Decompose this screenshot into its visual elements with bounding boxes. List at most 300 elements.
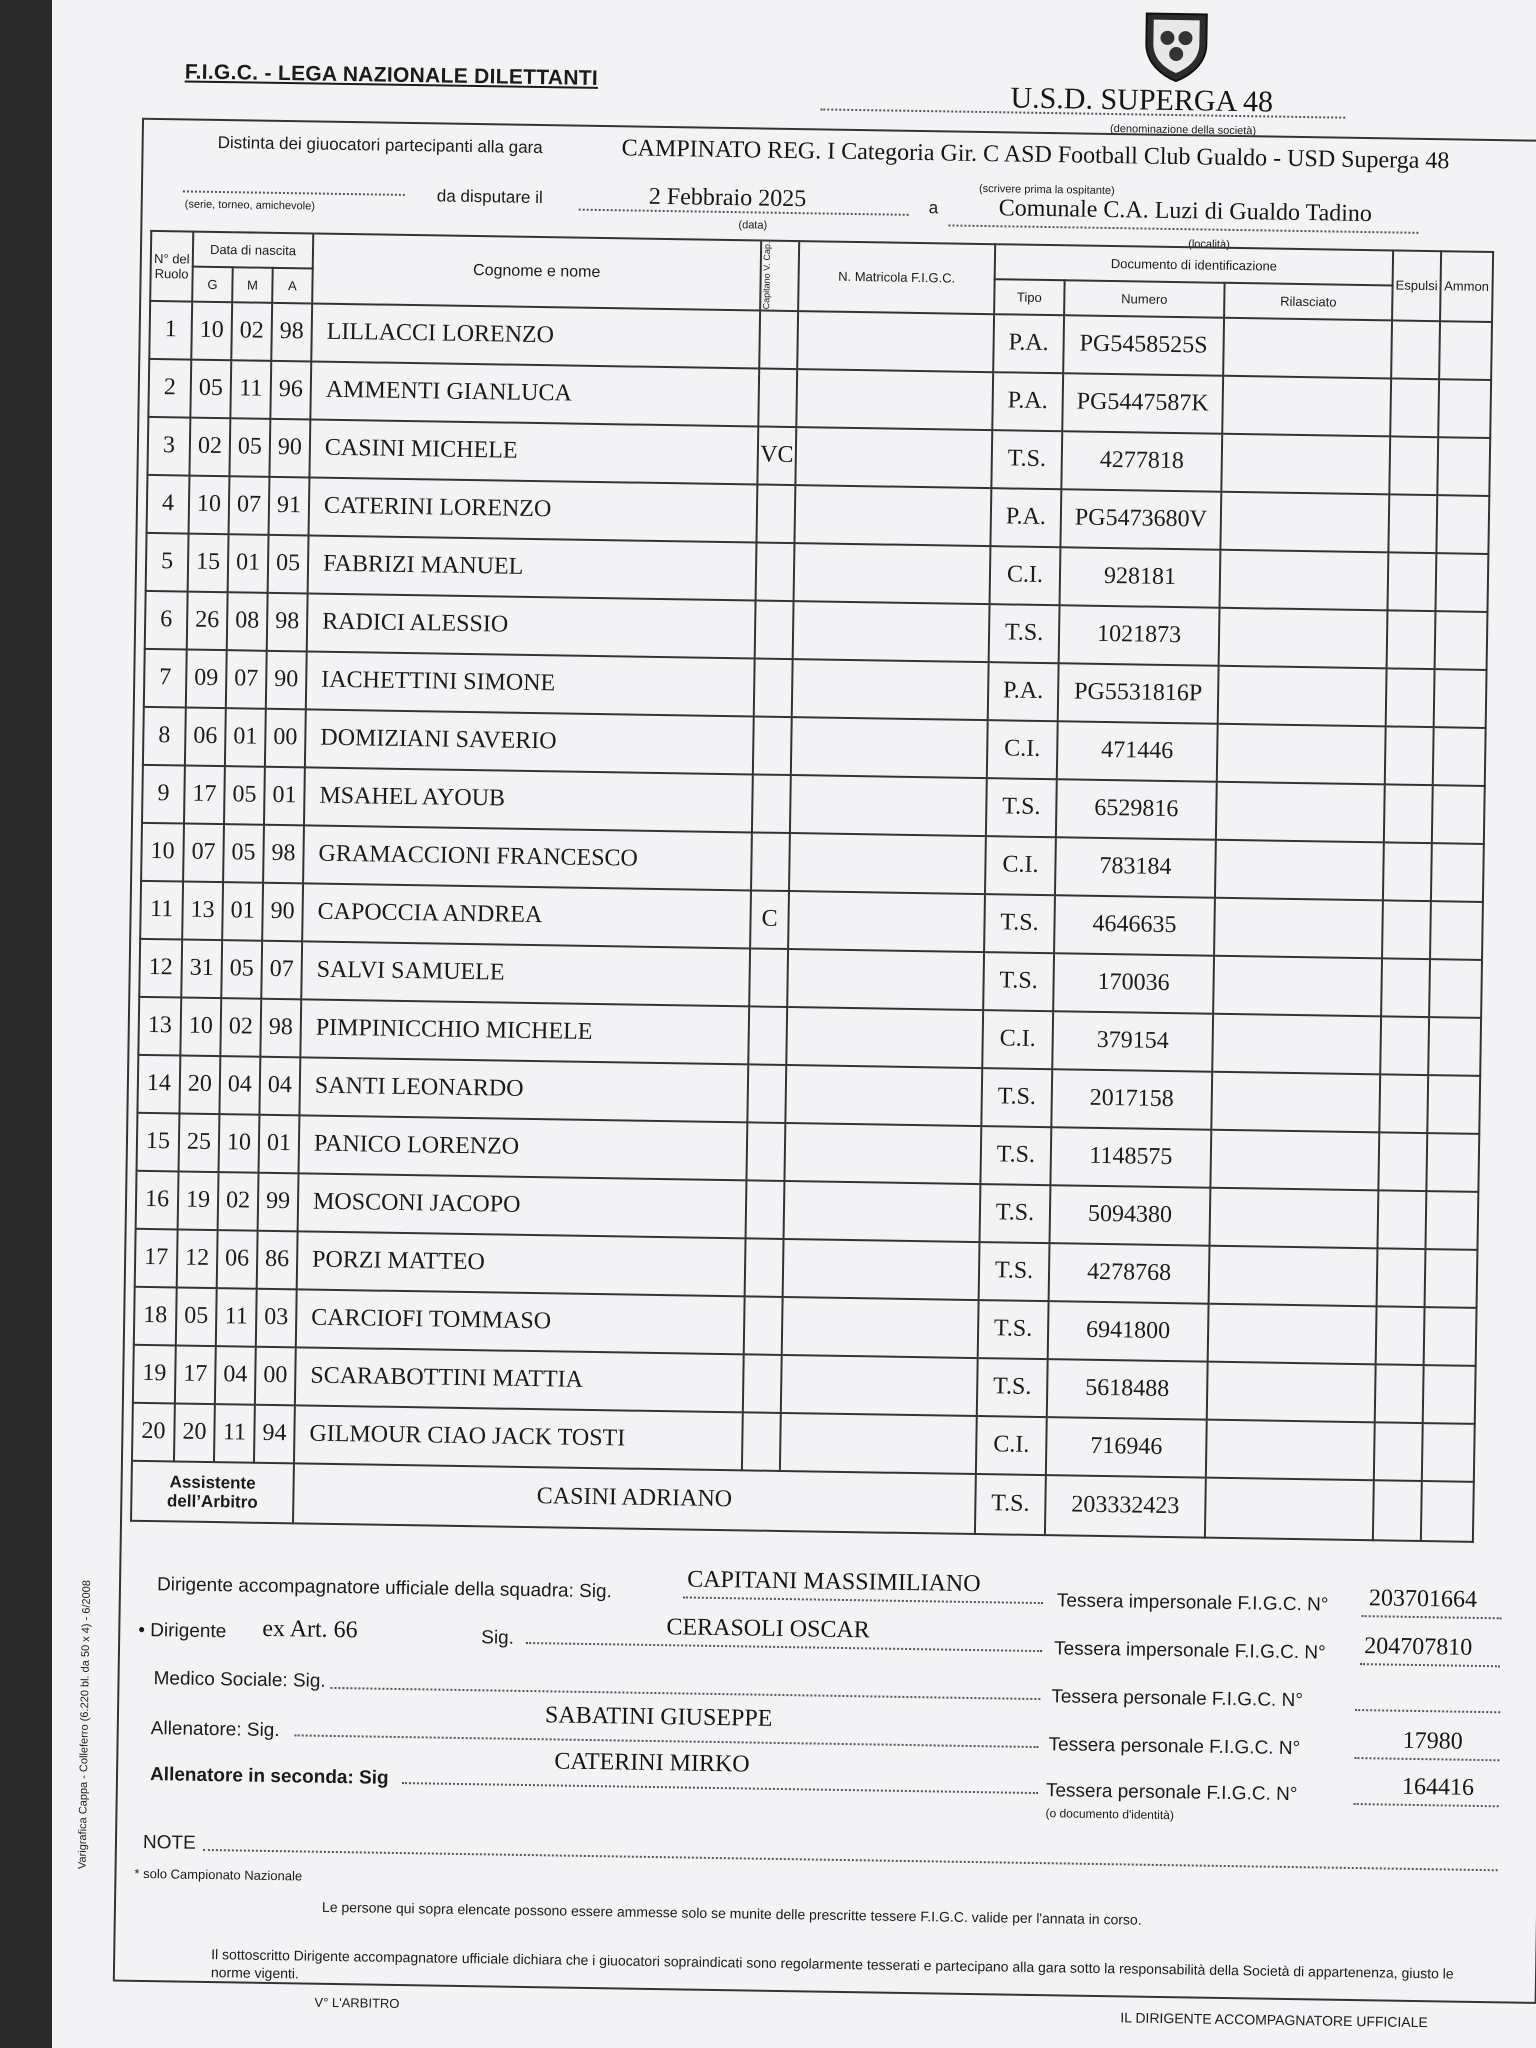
- expelled-cell: [1376, 1306, 1425, 1365]
- birth-day-cell: 20: [174, 1403, 215, 1462]
- matricola-cell: [795, 427, 992, 488]
- birth-year-cell: 01: [259, 1114, 300, 1173]
- player-name-cell: MOSCONI JACOPO: [298, 1173, 747, 1238]
- role-number-cell: 1: [149, 301, 192, 360]
- warned-cell: [1430, 901, 1483, 960]
- referee-signature-label: V° L'ARBITRO: [314, 1994, 400, 2012]
- doc-number-cell: 5618488: [1047, 1359, 1208, 1420]
- expelled-cell: [1385, 726, 1434, 785]
- birth-year-cell: 86: [257, 1230, 298, 1289]
- matricola-cell: [794, 543, 991, 604]
- warned-cell: [1425, 1249, 1478, 1308]
- role-number-cell: 14: [137, 1055, 180, 1114]
- birth-day-cell: 17: [175, 1345, 216, 1404]
- player-name-cell: GRAMACCIONI FRANCESCO: [303, 825, 752, 890]
- captain-cell: [743, 1354, 782, 1413]
- doc-type-cell: C.I.: [982, 1010, 1053, 1069]
- roster-body: [132, 301, 1492, 1482]
- birth-month-cell: 01: [225, 708, 266, 767]
- note-label: NOTE: [142, 1832, 196, 1854]
- year-header: A: [272, 268, 313, 303]
- role-number-cell: 8: [143, 707, 186, 766]
- birth-year-cell: 05: [268, 535, 309, 594]
- dirigente-tessera-label: Tessera impersonale F.I.G.C. N°: [1056, 1590, 1329, 1616]
- birth-month-cell: 05: [229, 418, 270, 477]
- expelled-cell: [1390, 378, 1439, 437]
- matricola-cell: [794, 485, 991, 546]
- player-name-cell: SCARABOTTINI MATTIA: [295, 1347, 744, 1412]
- doc-number-cell: 1021873: [1059, 605, 1220, 666]
- warned-cell: [1431, 843, 1484, 902]
- expelled-cell: [1378, 1132, 1427, 1191]
- matricola-cell: [784, 1181, 981, 1242]
- dir2-label: • Dirigente: [138, 1619, 227, 1643]
- issued-cell: [1207, 1361, 1376, 1422]
- medico-label: Medico Sociale: Sig.: [153, 1668, 326, 1692]
- captain-cell: [755, 600, 794, 659]
- birth-year-cell: 94: [254, 1404, 295, 1463]
- expelled-cell: [1386, 668, 1435, 727]
- allenatore-name: SABATINI GIUSEPPE: [544, 1702, 773, 1732]
- birth-year-cell: 98: [271, 303, 312, 362]
- expelled-cell: [1383, 842, 1432, 901]
- expelled-cell: [1377, 1248, 1426, 1307]
- player-name-cell: MSAHEL AYOUB: [304, 767, 753, 832]
- role-number-cell: 16: [136, 1171, 179, 1230]
- captain-cell: [746, 1180, 785, 1239]
- birth-month-cell: 04: [215, 1346, 256, 1405]
- captain-header: [760, 241, 799, 311]
- doc-type-cell: C.I.: [985, 836, 1056, 895]
- player-name-cell: DOMIZIANI SAVERIO: [305, 709, 754, 774]
- doc-type-cell: T.S.: [977, 1358, 1048, 1417]
- issued-cell: [1216, 781, 1385, 842]
- day-header: G: [192, 266, 233, 301]
- captain-cell: [742, 1412, 781, 1471]
- expelled-header: Espulsi: [1392, 250, 1441, 320]
- society-caption: (denominazione della società): [1109, 122, 1257, 138]
- issued-cell: [1214, 897, 1383, 958]
- issued-cell: [1212, 1013, 1381, 1074]
- birth-day-cell: 10: [191, 301, 232, 360]
- name-header: Cognome e nome: [312, 233, 761, 310]
- asterisk-note: * solo Campionato Nazionale: [134, 1865, 303, 1884]
- matricola-cell: [786, 1007, 983, 1068]
- doc-type-cell: T.S.: [979, 1242, 1050, 1301]
- role-number-cell: 17: [135, 1229, 178, 1288]
- expelled-cell: [1387, 552, 1436, 611]
- secondo-tessera-label: Tessera personale F.I.G.C. N°: [1045, 1780, 1298, 1806]
- dir2-art: ex Art. 66: [262, 1615, 358, 1644]
- birth-month-cell: 02: [218, 1172, 259, 1231]
- birth-month-cell: 01: [222, 882, 263, 941]
- role-number-cell: 12: [139, 939, 182, 998]
- captain-cell: [752, 774, 791, 833]
- captain-cell: [758, 368, 797, 427]
- birth-month-cell: 05: [221, 940, 262, 999]
- role-number-cell: 4: [147, 475, 190, 534]
- matricola-cell: [781, 1355, 978, 1416]
- role-number-cell: 20: [132, 1403, 175, 1462]
- issued-cell: [1209, 1245, 1378, 1306]
- expelled-cell: [1382, 900, 1431, 959]
- birth-year-cell: 04: [259, 1056, 300, 1115]
- captain-header-text: Capitano V. Cap.: [761, 241, 773, 310]
- birth-day-cell: 26: [187, 591, 228, 650]
- matricola-cell: [796, 369, 993, 430]
- expelled-cell: [1389, 436, 1438, 495]
- validity-note: Le persone qui sopra elencate possono essere ammesse solo se munite delle prescritte tessere F.I.G.C. valide per l'annata in corso.: [321, 1898, 1142, 1928]
- birth-day-cell: 10: [189, 475, 230, 534]
- player-name-cell: IACHETTINI SIMONE: [306, 651, 755, 716]
- secondo-label: Allenatore in seconda: Sig: [149, 1764, 389, 1789]
- matricola-cell: [782, 1297, 979, 1358]
- role-number-cell: 19: [133, 1345, 176, 1404]
- match-intro-label: Distinta dei giuocatori partecipanti alla gara: [217, 132, 543, 158]
- dir2-tessera-label: Tessera impersonale F.I.G.C. N°: [1053, 1638, 1326, 1664]
- player-name-cell: AMMENTI GIANLUCA: [310, 361, 759, 426]
- doc-number-cell: PG5447587K: [1062, 373, 1223, 434]
- month-header: M: [232, 267, 273, 302]
- doc-number-cell: 4277818: [1061, 431, 1222, 492]
- warned-cell: [1423, 1365, 1476, 1424]
- issued-cell: [1208, 1303, 1377, 1364]
- dir2-sig: Sig.: [481, 1627, 515, 1649]
- doc-number-cell: PG5458525S: [1063, 315, 1224, 376]
- matricola-cell: [792, 659, 989, 720]
- assistant-doc-number: 203332423: [1045, 1475, 1206, 1538]
- birth-year-cell: 98: [263, 824, 304, 883]
- player-name-cell: FABRIZI MANUEL: [308, 535, 757, 600]
- birth-month-cell: 05: [224, 766, 265, 825]
- issued-cell: [1221, 433, 1390, 494]
- birth-day-cell: 13: [182, 881, 223, 940]
- player-name-cell: RADICI ALESSIO: [307, 593, 756, 658]
- date-label: da disputare il: [436, 186, 543, 208]
- matricola-cell: [793, 601, 990, 662]
- expelled-cell: [1379, 1074, 1428, 1133]
- doc-number-cell: PG5531816P: [1058, 663, 1219, 724]
- birth-day-cell: 17: [184, 765, 225, 824]
- birth-month-cell: 08: [227, 592, 268, 651]
- birth-date-header: Data di nascita: [193, 232, 314, 269]
- matricola-cell: [783, 1239, 980, 1300]
- series-caption: (serie, torneo, amichevole): [184, 198, 316, 213]
- birth-month-cell: 02: [231, 302, 272, 361]
- doc-type-cell: C.I.: [976, 1416, 1047, 1475]
- doc-type-header: Tipo: [994, 279, 1065, 315]
- role-number-cell: 9: [142, 765, 185, 824]
- society-name: U.S.D. SUPERGA 48: [1010, 81, 1274, 119]
- doc-type-cell: T.S.: [989, 604, 1060, 663]
- birth-month-cell: 10: [219, 1114, 260, 1173]
- doc-type-cell: P.A.: [988, 662, 1059, 721]
- birth-month-cell: 07: [229, 476, 270, 535]
- doc-type-cell: C.I.: [987, 720, 1058, 779]
- player-name-cell: CATERINI LORENZO: [309, 477, 758, 542]
- captain-cell: [754, 658, 793, 717]
- issued-cell: [1215, 839, 1384, 900]
- expelled-cell: [1380, 1016, 1429, 1075]
- warned-cell: [1434, 669, 1487, 728]
- birth-month-cell: 11: [216, 1288, 257, 1347]
- birth-month-cell: 04: [219, 1056, 260, 1115]
- secondo-tessera: 164416: [1401, 1773, 1475, 1801]
- matricola-cell: [785, 1065, 982, 1126]
- doc-type-cell: C.I.: [990, 546, 1061, 605]
- doc-type-cell: T.S.: [981, 1068, 1052, 1127]
- captain-cell: [744, 1296, 783, 1355]
- role-number-cell: 18: [134, 1287, 177, 1346]
- birth-year-cell: 90: [266, 651, 307, 710]
- doc-type-cell: P.A.: [993, 314, 1064, 373]
- matricola-header: N. Matricola F.I.G.C.: [798, 241, 995, 314]
- role-number-cell: 10: [141, 823, 184, 882]
- birth-month-cell: 07: [226, 650, 267, 709]
- birth-month-cell: 02: [220, 998, 261, 1057]
- warned-cell: [1433, 727, 1486, 786]
- matricola-cell: [784, 1123, 981, 1184]
- assistant-doc-type: T.S.: [975, 1474, 1046, 1535]
- birth-day-cell: 12: [177, 1229, 218, 1288]
- birth-day-cell: 19: [178, 1171, 219, 1230]
- expelled-cell: [1377, 1190, 1426, 1249]
- doc-type-cell: T.S.: [986, 778, 1057, 837]
- warned-cell: [1435, 611, 1488, 670]
- declaration-text: Il sottoscritto Dirigente accompagnatore ufficiale dichiara che i giuocatori sopraindicati sono regolarmente tesserati e partecipano alla gara sotto la responsabilità della Società di appartenenza, giusto le norme vigenti.: [210, 1946, 1454, 1982]
- doc-type-cell: T.S.: [980, 1126, 1051, 1185]
- issued-cell: [1223, 318, 1392, 379]
- expelled-cell: [1388, 494, 1437, 553]
- doc-number-cell: 928181: [1060, 547, 1221, 608]
- issued-cell: [1222, 376, 1391, 437]
- doc-number-cell: 716946: [1046, 1417, 1207, 1478]
- warned-cell: [1437, 437, 1490, 496]
- allenatore-tessera-label: Tessera personale F.I.G.C. N°: [1048, 1734, 1301, 1760]
- expelled-cell: [1374, 1422, 1423, 1481]
- warned-cell: [1436, 495, 1489, 554]
- doc-type-cell: T.S.: [978, 1300, 1049, 1359]
- birth-day-cell: 25: [179, 1113, 220, 1172]
- birth-year-cell: 07: [261, 940, 302, 999]
- printer-imprint: Varigrafica Cappa - Colleferro (6.220 bl. da 50 x 4) - 6/2008: [76, 1579, 94, 1870]
- place-caption: (località): [1188, 238, 1230, 251]
- warned-cell: [1435, 553, 1488, 612]
- match-date: 2 Febbraio 2025: [648, 183, 807, 213]
- dirigente-name: CAPITANI MASSIMILIANO: [686, 1566, 981, 1598]
- doc-number-cell: 471446: [1057, 721, 1218, 782]
- player-name-cell: SALVI SAMUELE: [301, 941, 750, 1006]
- matricola-cell: [789, 833, 986, 894]
- doc-type-cell: T.S.: [984, 894, 1055, 953]
- role-number-cell: 11: [140, 881, 183, 940]
- birth-year-cell: 00: [265, 709, 306, 768]
- issued-cell: [1219, 607, 1388, 668]
- doc-number-cell: PG5473680V: [1060, 489, 1221, 550]
- secondo-name: CATERINI MIRKO: [554, 1748, 750, 1778]
- assistant-issued-cell: [1205, 1477, 1374, 1540]
- warned-cell: [1427, 1075, 1480, 1134]
- birth-month-cell: 06: [217, 1230, 258, 1289]
- player-name-cell: CARCIOFI TOMMASO: [296, 1289, 745, 1354]
- document-header: Documento di identificazione: [995, 244, 1393, 285]
- birth-day-cell: 15: [188, 533, 229, 592]
- issued-cell: [1210, 1129, 1379, 1190]
- club-crest-icon: [1141, 9, 1212, 84]
- matricola-cell: [780, 1413, 977, 1474]
- role-number-cell: 13: [138, 997, 181, 1056]
- role-number-cell: 7: [144, 649, 187, 708]
- warned-cell: [1439, 321, 1492, 380]
- match-place: Comunale C.A. Luzi di Gualdo Tadino: [998, 195, 1373, 228]
- birth-day-cell: 20: [179, 1055, 220, 1114]
- player-name-cell: GILMOUR CIAO JACK TOSTI: [294, 1405, 743, 1470]
- role-number-cell: 3: [147, 417, 190, 476]
- birth-year-cell: 90: [262, 882, 303, 941]
- role-number-header: N° del Ruolo: [150, 231, 193, 301]
- expelled-cell: [1381, 958, 1430, 1017]
- issued-cell: [1220, 491, 1389, 552]
- doc-type-cell: T.S.: [980, 1184, 1051, 1243]
- warned-cell: [1428, 1017, 1481, 1076]
- role-number-cell: 2: [148, 359, 191, 418]
- issued-cell: [1209, 1187, 1378, 1248]
- birth-year-cell: 91: [269, 477, 310, 536]
- doc-number-cell: 2017158: [1051, 1069, 1212, 1130]
- place-label: a: [928, 198, 939, 218]
- assistant-warned-cell: [1421, 1481, 1474, 1542]
- birth-year-cell: 96: [270, 361, 311, 420]
- doc-number-cell: 5094380: [1050, 1185, 1211, 1246]
- birth-month-cell: 05: [223, 824, 264, 883]
- role-number-cell: 15: [137, 1113, 180, 1172]
- player-name-cell: SANTI LEONARDO: [299, 1057, 748, 1122]
- birth-day-cell: 07: [183, 823, 224, 882]
- issued-header: Rilasciato: [1224, 283, 1393, 320]
- warned-header: Ammon: [1440, 251, 1493, 322]
- player-name-cell: LILLACCI LORENZO: [311, 303, 760, 368]
- dirigente-label: Dirigente accompagnatore ufficiale della squadra: Sig.: [156, 1574, 613, 1603]
- birth-year-cell: 90: [269, 419, 310, 478]
- paper-sheet: [52, 0, 1536, 2048]
- matricola-cell: [790, 775, 987, 836]
- birth-year-cell: 98: [267, 593, 308, 652]
- matricola-cell: [797, 311, 994, 372]
- player-name-cell: PANICO LORENZO: [299, 1115, 748, 1180]
- doc-number-cell: 6529816: [1056, 779, 1217, 840]
- expelled-cell: [1384, 784, 1433, 843]
- birth-day-cell: 10: [180, 997, 221, 1056]
- expelled-cell: [1391, 320, 1440, 379]
- warned-cell: [1424, 1307, 1477, 1366]
- birth-year-cell: 01: [264, 767, 305, 826]
- form-sheet: [52, 0, 1536, 2048]
- captain-cell: [756, 484, 795, 543]
- date-caption: (data): [738, 219, 768, 232]
- birth-month-cell: 11: [230, 360, 271, 419]
- birth-day-cell: 05: [176, 1287, 217, 1346]
- captain-cell: [746, 1122, 785, 1181]
- medico-tessera-label: Tessera personale F.I.G.C. N°: [1051, 1686, 1304, 1712]
- dirigente-tessera: 203701664: [1368, 1585, 1478, 1613]
- doc-type-cell: T.S.: [983, 952, 1054, 1011]
- federation-title: F.I.G.C. - LEGA NAZIONALE DILETTANTI: [184, 60, 599, 90]
- doc-number-cell: 170036: [1053, 953, 1214, 1014]
- assistant-expelled-cell: [1373, 1480, 1422, 1541]
- birth-year-cell: 00: [255, 1346, 296, 1405]
- birth-day-cell: 02: [189, 417, 230, 476]
- birth-month-cell: 01: [228, 534, 269, 593]
- warned-cell: [1422, 1423, 1475, 1482]
- warned-cell: [1426, 1133, 1479, 1192]
- match-game-caption: (scrivere prima la ospitante): [978, 182, 1115, 198]
- player-name-cell: PIMPINICCHIO MICHELE: [300, 999, 749, 1064]
- birth-year-cell: 99: [258, 1172, 299, 1231]
- doc-note: (o documento d'identità): [1045, 1806, 1175, 1823]
- captain-cell: [749, 948, 788, 1007]
- warned-cell: [1425, 1191, 1478, 1250]
- warned-cell: [1429, 959, 1482, 1018]
- role-number-cell: 5: [146, 533, 189, 592]
- assistant-name: CASINI ADRIANO: [293, 1463, 976, 1534]
- matricola-cell: [788, 891, 985, 952]
- birth-day-cell: 06: [185, 707, 226, 766]
- captain-cell: [753, 716, 792, 775]
- issued-cell: [1217, 723, 1386, 784]
- doc-number-cell: 4278768: [1049, 1243, 1210, 1304]
- player-name-cell: PORZI MATTEO: [297, 1231, 746, 1296]
- captain-cell: VC: [757, 426, 796, 485]
- doc-number-cell: 1148575: [1050, 1127, 1211, 1188]
- role-number-cell: 6: [145, 591, 188, 650]
- dir2-name: CERASOLI OSCAR: [666, 1614, 870, 1644]
- birth-day-cell: 09: [186, 649, 227, 708]
- issued-cell: [1220, 549, 1389, 610]
- doc-type-cell: P.A.: [992, 372, 1063, 431]
- doc-number-header: Numero: [1064, 280, 1225, 317]
- issued-cell: [1218, 665, 1387, 726]
- birth-day-cell: 05: [190, 359, 231, 418]
- doc-type-cell: P.A.: [990, 488, 1061, 547]
- captain-cell: [748, 1006, 787, 1065]
- captain-cell: C: [750, 890, 789, 949]
- doc-type-cell: T.S.: [991, 430, 1062, 489]
- expelled-cell: [1387, 610, 1436, 669]
- doc-number-cell: 783184: [1055, 837, 1216, 898]
- matricola-cell: [787, 949, 984, 1010]
- assistant-label: Assistente dell’Arbitro: [131, 1461, 294, 1524]
- birth-year-cell: 98: [260, 998, 301, 1057]
- match-game: CAMPINATO REG. I Categoria Gir. C ASD Football Club Gualdo - USD Superga 48: [621, 135, 1450, 175]
- allenatore-label: Allenatore: Sig.: [150, 1718, 280, 1742]
- birth-year-cell: 03: [256, 1288, 297, 1347]
- roster-table: [130, 230, 1494, 1543]
- warned-cell: [1438, 379, 1491, 438]
- doc-number-cell: 4646635: [1054, 895, 1215, 956]
- expelled-cell: [1375, 1364, 1424, 1423]
- allenatore-tessera: 17980: [1402, 1727, 1463, 1755]
- issued-cell: [1213, 955, 1382, 1016]
- doc-number-cell: 6941800: [1048, 1301, 1209, 1362]
- manager-signature-label: IL DIRIGENTE ACCOMPAGNATORE UFFICIALE: [1120, 2009, 1428, 2031]
- player-name-cell: CAPOCCIA ANDREA: [302, 883, 751, 948]
- dir2-tessera: 204707810: [1364, 1633, 1473, 1661]
- player-name-cell: CASINI MICHELE: [309, 419, 758, 484]
- warned-cell: [1432, 785, 1485, 844]
- captain-cell: [756, 542, 795, 601]
- captain-cell: [751, 832, 790, 891]
- captain-cell: [747, 1064, 786, 1123]
